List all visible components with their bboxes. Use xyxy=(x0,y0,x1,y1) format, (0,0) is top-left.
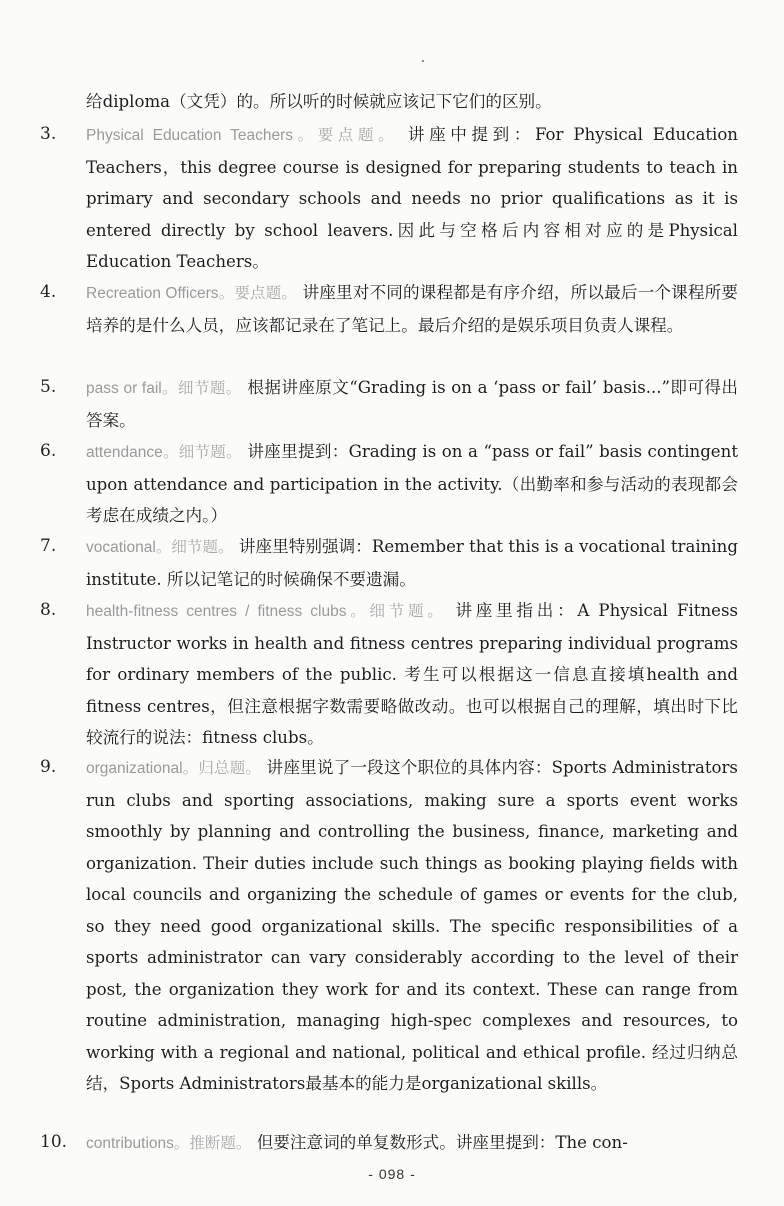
question-type: 细节题 xyxy=(178,443,227,461)
answer: vocational xyxy=(86,539,156,556)
answer: pass or fail xyxy=(86,380,162,397)
answer: health-fitness centres / fitness clubs xyxy=(86,603,347,620)
answer: attendance xyxy=(86,444,163,461)
explanation: 讲座里特别强调：Remember that this is a vocational training institute. 所以记笔记的时候确保不要遗漏。 xyxy=(86,537,738,589)
question-type: 要点题 xyxy=(317,126,378,144)
item-number: 6. xyxy=(40,441,57,461)
question-type: 推断题 xyxy=(189,1134,236,1152)
page-number: - 098 - xyxy=(368,1166,416,1182)
item-number: 5. xyxy=(40,377,57,397)
item-number: 7. xyxy=(40,536,57,556)
item-text: organizational。归总题。 讲座里说了一段这个职位的具体内容：Sports Administrators run clubs and sporting associations, making sure a sports event works smoothly by planning and controlling the business, finance, marketing and organization. Their duties include such things as booking playing fields with local councils and organizing the schedule of games or events for the club, so they need good organizational skills. The specific responsibilities of a sports administrator can vary considerably according to the level of their post, the organization they work for and its context. These can range from routine administration, managing high-spec complexes and resources, to working with a regional and national, political and ethical profile. 经过归纳总结，Sports Administrators最基本的能力是organizational skills。 xyxy=(86,758,738,1093)
answer: contributions xyxy=(86,1135,174,1152)
item-text: contributions。推断题。 但要注意词的单复数形式。讲座里提到：The con- xyxy=(86,1133,628,1152)
item-text: pass or fail。细节题。 根据讲座原文“Grading is on a ‘pass or fail’ basis...”即可得出答案。 xyxy=(86,378,738,430)
question-type: 要点题 xyxy=(234,284,282,302)
item-text: Physical Education Teachers。要点题。 讲座中提到：For Physical Education Teachers，this degree course is designed for preparing students to teach in primary and secondary schools and needs no prior qualifications as it is entered directly by school leavers.因此与空格后内容相对应的是Physical Education Teachers。 xyxy=(86,125,738,271)
explanation: 讲座里说了一段这个职位的具体内容：Sports Administrators run clubs and sporting associations, making sure a sports event works smoothly by planning and controlling the business, finance, marketing and organization. Their duties include such things as booking playing fields with local councils and organizing the schedule of games or events for the club, so they need good organizational skills. The specific responsibilities of a sports administrator can vary considerably according to the level of their post, the organization they work for and its context. These can range from routine administration, managing high-spec complexes and resources, to working with a regional and national, political and ethical profile. 经过归纳总结，Sports Administrators最基本的能力是organizational skills。 xyxy=(86,758,738,1093)
item-number: 3. xyxy=(40,124,57,144)
explanation: 根据讲座原文“Grading is on a ‘pass or fail’ basis...”即可得出答案。 xyxy=(86,378,738,430)
question-type: 细节题 xyxy=(171,538,218,556)
continuation-line: 给diploma（文凭）的。所以听的时候就应该记下它们的区别。 xyxy=(86,92,552,111)
item-text: attendance。细节题。 讲座里提到：Grading is on a “pass or fail” basis contingent upon attendance and participation in the activity.（出勤率和参与活动的表现都会考虑在成绩之内。） xyxy=(86,442,738,525)
answer: Physical Education Teachers xyxy=(86,127,294,144)
item-number: 4. xyxy=(40,282,57,302)
explanation: 但要注意词的单复数形式。讲座里提到：The con- xyxy=(256,1133,628,1152)
item-number: 10. xyxy=(40,1132,68,1152)
explanation: 讲座中提到：For Physical Education Teachers，this degree course is designed for preparing students to teach in primary and secondary schools and needs no prior qualifications as it is entered directly by school leavers.因此与空格后内容相对应的是Physical Education Teachers。 xyxy=(86,125,738,271)
item-text: health-fitness centres / fitness clubs。细节题。 讲座里指出：A Physical Fitness Instructor works in health and fitness centres preparing individual programs for ordinary members of the public. 考生可以根据这一信息直接填health and fitness centres，但注意根据字数需要略做改动。也可以根据自己的理解，填出时下比较流行的说法：fitness clubs。 xyxy=(86,601,738,747)
item-text: vocational。细节题。 讲座里特别强调：Remember that this is a vocational training institute. 所以记笔记的时候确保不要遗漏。 xyxy=(86,537,738,589)
explanation: 讲座里提到：Grading is on a “pass or fail” basis contingent upon attendance and participation in the activity.（出勤率和参与活动的表现都会考虑在成绩之内。） xyxy=(86,442,738,525)
explanation: 讲座里指出：A Physical Fitness Instructor works in health and fitness centres preparing individual programs for ordinary members of the public. 考生可以根据这一信息直接填health and fitness centres，但注意根据字数需要略做改动。也可以根据自己的理解，填出时下比较流行的说法：fitness clubs。 xyxy=(86,601,738,747)
question-type: 细节题 xyxy=(178,379,226,397)
question-type: 细节题 xyxy=(369,602,428,620)
explanation: 讲座里对不同的课程都是有序介绍，所以最后一个课程所要培养的是什么人员，应该都记录在了笔记上。最后介绍的是娱乐项目负责人课程。 xyxy=(86,283,738,335)
answer: organizational xyxy=(86,760,183,777)
item-text: Recreation Officers。要点题。 讲座里对不同的课程都是有序介绍，所以最后一个课程所要培养的是什么人员，应该都记录在了笔记上。最后介绍的是娱乐项目负责人课程。 xyxy=(86,283,738,335)
answer: Recreation Officers xyxy=(86,285,219,302)
question-type: 归总题 xyxy=(198,759,246,777)
item-number: 8. xyxy=(40,600,57,620)
item-number: 9. xyxy=(40,757,57,777)
speck xyxy=(422,60,424,62)
